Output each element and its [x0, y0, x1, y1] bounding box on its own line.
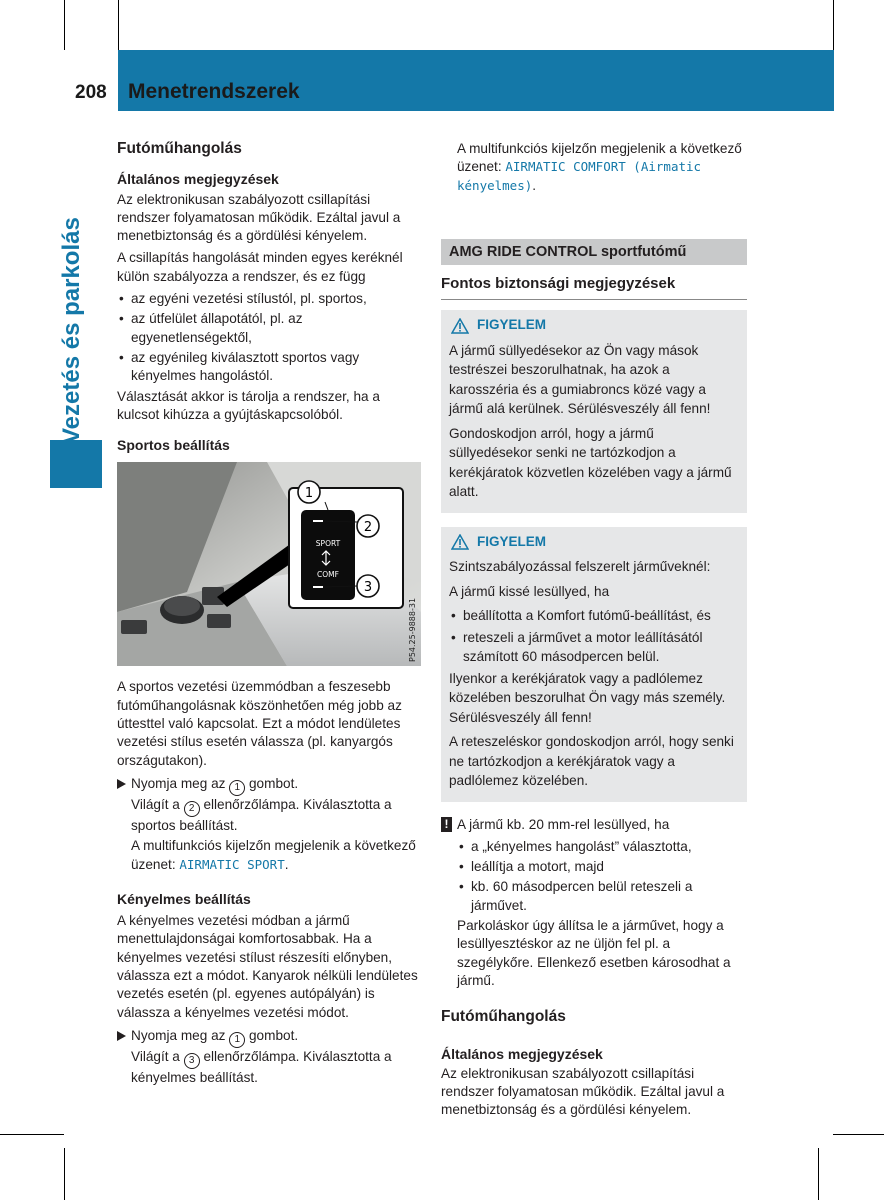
instruction-step: [117, 775, 425, 874]
callout-ref: 3: [184, 1053, 200, 1069]
paragraph: A jármű kissé lesüllyed, ha: [449, 583, 610, 599]
warning-box: [441, 527, 747, 802]
warning-header: [449, 533, 739, 551]
page-title: Menetrendszerek: [128, 80, 300, 103]
step-text: ellenőrzőlámpa. Kiválasztotta a sportos beállítást.: [131, 796, 392, 833]
exclamation-icon: !: [441, 817, 452, 832]
paragraph: A jármű süllyedésekor az Ön vagy mások testrészei beszorulhatnak, ha azok a karosszéria és a gumiabroncs közé vagy a jármű alá kerülnek. Sérülésveszély áll fenn!: [449, 342, 711, 417]
bullet-list: [117, 290, 425, 385]
step-line: [131, 775, 425, 796]
list-item: • leállítja a motort, majd: [457, 858, 747, 876]
paragraph: A kényelmes vezetési módban a jármű menettulajdonságai komfortosabbak. Ha a kényelmes vezetési stílust részesíti előnyben, válassza ezt a módot. Kanyarok nélküli lendületes vezetés esetén (pl. egyenes autópályán) is válassza a kényelmes vezetési módot.: [117, 913, 418, 1020]
list-item: • beállította a Komfort futómű-beállítást, és: [449, 606, 739, 626]
paragraph: .: [532, 177, 537, 193]
continued-step: [441, 140, 747, 195]
step-text: Nyomja meg az: [131, 1027, 226, 1043]
console-photo: [117, 462, 421, 666]
heading-sport: Sportos beállítás: [117, 437, 230, 454]
crop-mark: [0, 1134, 64, 1135]
paragraph: A sportos vezetési üzemmódban a feszesebb futóműhangolásnak köszönhetően még jobb az úttesttel való kapcsolat. Ezt a módot lendületes vezetési stílus esetén válassza (pl. kanyargós országutakon).: [117, 679, 402, 768]
crop-mark: [833, 1134, 884, 1135]
bullet-list: [449, 606, 739, 667]
list-item: • az útfelület állapotától, pl. az egyenetlenségektől,: [117, 310, 425, 347]
image-code: P54.25-9888-31: [408, 598, 417, 663]
heading-safety: Fontos biztonsági megjegyzések: [441, 275, 747, 300]
step-arrow-icon: [117, 1031, 126, 1041]
section-title: AMG RIDE CONTROL sportfutómű: [441, 239, 747, 265]
paragraph: Gondoskodjon arról, hogy a jármű süllyedésekor senki ne tartózkodjon a kerékjáratok közvetlen közelében vagy a jármű alatt.: [449, 425, 732, 500]
heading-comfort: Kényelmes beállítás: [117, 890, 251, 907]
crop-mark: [833, 0, 834, 50]
side-tab-marker: [50, 440, 102, 488]
heading-general: Általános megjegyzések: [117, 171, 279, 188]
paragraph: A reteszeléskor gondoskodjon arról, hogy senki ne tartózkodjon a kerékjáratok vagy a padlólemez közelében.: [449, 734, 734, 789]
paragraph: Szintszabályozással felszerelt járműveknél:: [449, 559, 711, 575]
step-line: [131, 1048, 425, 1087]
step-arrow-icon: [117, 779, 126, 789]
note-block: [441, 816, 747, 991]
step-line: [131, 837, 425, 874]
callout-2: 2: [363, 520, 373, 536]
crop-mark: [118, 0, 119, 50]
paragraph: A csillapítás hangolását minden egyes keréknél külön szabályozza a rendszer, és ez függ: [117, 250, 403, 284]
paragraph: A jármű kb. 20 mm-rel lesüllyed, ha: [457, 816, 670, 832]
crop-mark: [64, 1148, 65, 1200]
callout-ref: 1: [229, 780, 245, 796]
label-sport: SPORT: [315, 539, 341, 549]
warning-triangle-icon: [451, 318, 469, 334]
page-number: 208: [75, 82, 107, 103]
step-text: Világít a: [131, 796, 180, 812]
crop-mark: [818, 1148, 819, 1200]
display-message: AIRMATIC SPORT: [179, 856, 285, 872]
step-text: Világít a: [131, 1048, 180, 1064]
heading-suspension: Futóműhangolás: [441, 1008, 566, 1026]
left-column: [117, 140, 425, 1091]
right-column: [441, 140, 747, 1124]
heading-general: Általános megjegyzések: [441, 1045, 603, 1062]
step-text: ellenőrzőlámpa. Kiválasztotta a kényelmes beállítást.: [131, 1048, 392, 1085]
callout-ref: 2: [184, 801, 200, 817]
step-text: gombot.: [249, 775, 299, 791]
step-text: .: [284, 856, 289, 872]
bullet-list: [457, 838, 747, 915]
warning-title: FIGYELEM: [477, 533, 547, 549]
warning-box: [441, 310, 747, 512]
step-text: gombot.: [249, 1027, 299, 1043]
warning-title: FIGYELEM: [477, 317, 547, 333]
label-comf: COMF: [317, 570, 339, 580]
paragraph: Ilyenkor a kerékjáratok vagy a padlólemez közelében beszorulhat Ön vagy más személy. Sérülésveszély áll fenn!: [449, 670, 726, 725]
warning-triangle-icon: [451, 534, 469, 550]
heading-suspension: Futóműhangolás: [117, 140, 242, 157]
instruction-step: [117, 1027, 425, 1087]
display-message: AIRMATIC COMFORT (Airmatic kényelmes): [457, 159, 702, 193]
step-line: [131, 796, 425, 835]
list-item: • a „kényelmes hangolást” választotta,: [457, 838, 747, 856]
step-line: [131, 1027, 425, 1048]
console-illustration: [117, 462, 421, 666]
crop-mark: [64, 0, 65, 50]
step-text: A multifunkciós kijelzőn megjelenik a következő üzenet:: [131, 838, 416, 872]
paragraph: A multifunkciós kijelzőn megjelenik a következő üzenet:: [457, 141, 742, 175]
side-tab-label: Vezetés és parkolás: [58, 217, 85, 444]
list-item: • az egyéni vezetési stílustól, pl. sportos,: [117, 290, 425, 308]
paragraph: Az elektronikusan szabályozott csillapítási rendszer folyamatosan működik. Ezáltal javul a menetbiztonság és a gördülési kényelem.: [117, 191, 401, 244]
callout-1: 1: [304, 486, 314, 502]
warning-header: [449, 316, 739, 334]
list-item: • reteszeli a járművet a motor leállításától számított 60 másodpercen belül.: [449, 628, 739, 667]
step-text: Nyomja meg az: [131, 775, 226, 791]
list-item: • az egyénileg kiválasztott sportos vagy kényelmes hangolástól.: [117, 349, 425, 386]
callout-3: 3: [363, 580, 373, 596]
list-item: • kb. 60 másodpercen belül reteszeli a járművet.: [457, 878, 747, 915]
paragraph: Az elektronikusan szabályozott csillapítási rendszer folyamatosan működik. Ezáltal javul a menetbiztonság és a gördülési kényelem.: [441, 1065, 725, 1118]
paragraph: Választását akkor is tárolja a rendszer, ha a kulcsot kihúzza a gyújtáskapcsolóból.: [117, 388, 380, 422]
callout-ref: 1: [229, 1032, 245, 1048]
paragraph: Parkoláskor úgy állítsa le a járművet, hogy a lesüllyesztéskor az ne üljön fel pl. a szegélykőre. Ellenkező esetben károsodhat a jármű.: [457, 918, 731, 988]
